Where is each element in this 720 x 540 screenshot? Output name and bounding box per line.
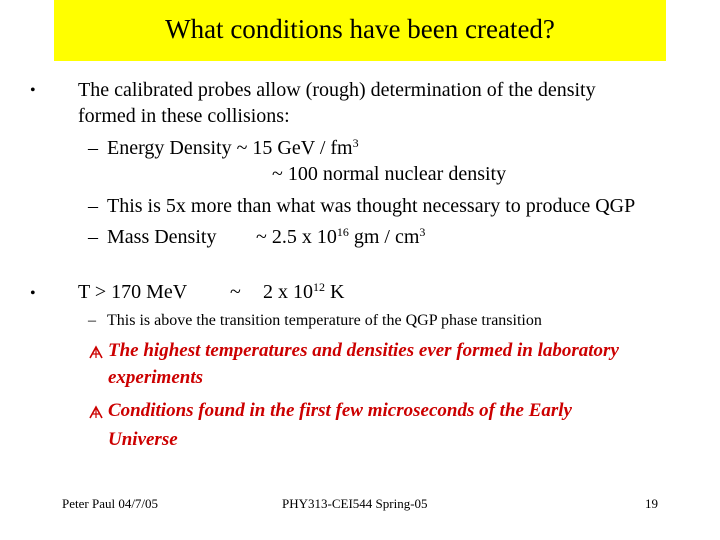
footer-author-date: Peter Paul 04/7/05 <box>62 496 159 511</box>
bullet1-text-line2: formed in these collisions: <box>78 105 290 127</box>
sub-dash: – <box>88 312 96 329</box>
mass-density-exponent: 16 <box>336 224 349 239</box>
qgp-threshold-line: This is 5x more than what was thought necessary to produce QGP <box>107 195 636 217</box>
sub-dash: – <box>88 226 98 248</box>
page-number: 19 <box>645 496 658 511</box>
energy-density-line <box>107 136 359 160</box>
bullet-marker: • <box>30 82 36 99</box>
bullet-marker: • <box>30 285 36 302</box>
highlight-line1-cont: experiments <box>108 367 203 388</box>
temperature-kelvin <box>263 280 344 304</box>
mass-density-label: Mass Density <box>107 226 217 248</box>
temperature-unit: K <box>325 281 345 303</box>
approx-symbol: ~ <box>230 281 241 303</box>
highlight-line2: Conditions found in the first few microseconds of the Early <box>108 400 572 421</box>
mass-density-mantissa: ~ 2.5 x 10 <box>256 226 337 248</box>
temperature-mantissa: 2 x 10 <box>263 281 313 303</box>
energy-density-text: Energy Density ~ 15 GeV / fm <box>107 137 353 159</box>
mass-density-value <box>256 225 425 249</box>
mass-density-unit: gm / cm <box>348 226 420 248</box>
highlight-line2-cont: Universe <box>108 429 178 450</box>
bullet1-text-line1: The calibrated probes allow (rough) determination of the density <box>78 79 596 101</box>
highlight-line1: The highest temperatures and densities ever formed in laboratory <box>108 340 619 361</box>
title-banner <box>54 0 666 61</box>
arrow-up-icon <box>88 344 104 360</box>
sub-dash: – <box>88 137 98 159</box>
arrow-up-icon <box>88 404 104 420</box>
energy-density-exponent: 3 <box>352 135 359 150</box>
sub-dash: – <box>88 195 98 217</box>
mass-density-unit-exponent: 3 <box>419 224 426 239</box>
transition-line: This is above the transition temperature of the QGP phase transition <box>107 312 542 329</box>
temperature-label: T > 170 MeV <box>78 281 188 303</box>
temperature-exponent: 12 <box>313 279 325 294</box>
nuclear-density-line: ~ 100 normal nuclear density <box>272 163 507 185</box>
footer-course: PHY313-CEI544 Spring-05 <box>282 496 428 511</box>
slide-title: What conditions have been created? <box>165 14 555 44</box>
